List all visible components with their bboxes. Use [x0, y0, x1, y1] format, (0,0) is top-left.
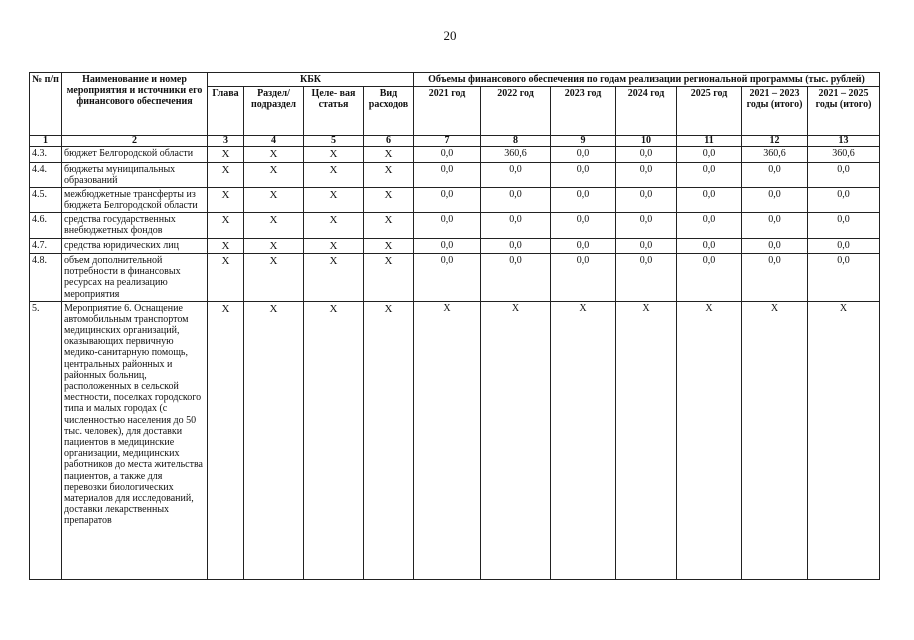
column-number: 5	[304, 136, 364, 147]
page-number: 20	[443, 28, 457, 43]
value-cell: 0,0	[808, 213, 880, 238]
value-cell: 0,0	[414, 213, 481, 238]
value-cell: 0,0	[677, 213, 742, 238]
column-number: 4	[244, 136, 304, 147]
kbk-cell: X	[364, 213, 414, 238]
column-number: 6	[364, 136, 414, 147]
kbk-cell: X	[304, 213, 364, 238]
value-cell: 0,0	[481, 238, 551, 253]
value-cell: 0,0	[616, 253, 677, 301]
value-cell: 0,0	[677, 238, 742, 253]
column-number: 2	[62, 136, 208, 147]
kbk-cell: X	[304, 162, 364, 187]
row-number: 4.6.	[30, 213, 62, 238]
header-kbk-group: КБК	[208, 73, 414, 87]
kbk-cell: X	[304, 301, 364, 579]
value-cell: 360,6	[742, 147, 808, 162]
value-cell: 0,0	[742, 213, 808, 238]
value-cell: X	[551, 301, 616, 579]
value-cell: X	[808, 301, 880, 579]
kbk-cell: X	[208, 213, 244, 238]
value-cell: 0,0	[677, 253, 742, 301]
column-number: 12	[742, 136, 808, 147]
table-row	[30, 238, 880, 253]
row-number: 5.	[30, 301, 62, 579]
kbk-cell: X	[364, 238, 414, 253]
value-cell: 0,0	[677, 147, 742, 162]
column-number: 8	[481, 136, 551, 147]
value-cell: 0,0	[808, 253, 880, 301]
value-cell: 0,0	[616, 162, 677, 187]
value-cell: X	[742, 301, 808, 579]
header-year-2024: 2024 год	[616, 87, 677, 136]
header-kbk-target-item: Целе- вая статья	[304, 87, 364, 136]
row-name: средства государственных внебюджетных фондов	[62, 213, 208, 238]
value-cell: X	[414, 301, 481, 579]
row-name: средства юридических лиц	[62, 238, 208, 253]
value-cell: 0,0	[551, 147, 616, 162]
kbk-cell: X	[244, 253, 304, 301]
column-number: 10	[616, 136, 677, 147]
kbk-cell: X	[364, 187, 414, 212]
row-number: 4.5.	[30, 187, 62, 212]
column-number: 11	[677, 136, 742, 147]
value-cell: X	[677, 301, 742, 579]
value-cell: 0,0	[616, 187, 677, 212]
header-col-num: № п/п	[30, 73, 62, 136]
kbk-cell: X	[244, 162, 304, 187]
value-cell: 0,0	[551, 238, 616, 253]
value-cell: 0,0	[481, 162, 551, 187]
kbk-cell: X	[364, 162, 414, 187]
table-row	[30, 301, 880, 579]
row-name: объем дополнительной потребности в финансовых ресурсах на реализацию мероприятия	[62, 253, 208, 301]
header-year-2023: 2023 год	[551, 87, 616, 136]
value-cell: 0,0	[742, 253, 808, 301]
row-number: 4.3.	[30, 147, 62, 162]
value-cell: 0,0	[414, 162, 481, 187]
table-row	[30, 253, 880, 301]
value-cell: 0,0	[481, 253, 551, 301]
value-cell: 0,0	[616, 238, 677, 253]
value-cell: 0,0	[808, 162, 880, 187]
value-cell: 0,0	[551, 253, 616, 301]
kbk-cell: X	[244, 213, 304, 238]
value-cell: 0,0	[742, 238, 808, 253]
kbk-cell: X	[208, 187, 244, 212]
row-name: межбюджетные трансферты из бюджета Белгородской области	[62, 187, 208, 212]
kbk-cell: X	[304, 147, 364, 162]
column-number: 1	[30, 136, 62, 147]
budget-table	[29, 72, 880, 580]
value-cell: 0,0	[808, 187, 880, 212]
row-name: бюджеты муниципальных образований	[62, 162, 208, 187]
value-cell: 0,0	[616, 213, 677, 238]
header-col-name: Наименование и номер мероприятия и источники его финансового обеспечения	[62, 73, 208, 136]
table-row	[30, 213, 880, 238]
kbk-cell: X	[208, 162, 244, 187]
header-kbk-expense-type: Вид расходов	[364, 87, 414, 136]
kbk-cell: X	[208, 253, 244, 301]
value-cell: 0,0	[551, 162, 616, 187]
value-cell: 0,0	[677, 187, 742, 212]
row-number: 4.8.	[30, 253, 62, 301]
value-cell: 0,0	[414, 253, 481, 301]
header-kbk-section: Раздел/ подраздел	[244, 87, 304, 136]
header-kbk-chapter: Глава	[208, 87, 244, 136]
value-cell: 0,0	[808, 238, 880, 253]
value-cell: 0,0	[481, 187, 551, 212]
value-cell: 360,6	[481, 147, 551, 162]
value-cell: 0,0	[742, 187, 808, 212]
kbk-cell: X	[244, 147, 304, 162]
table-row	[30, 147, 880, 162]
row-number: 4.4.	[30, 162, 62, 187]
kbk-cell: X	[304, 253, 364, 301]
kbk-cell: X	[304, 187, 364, 212]
column-number: 13	[808, 136, 880, 147]
kbk-cell: X	[244, 238, 304, 253]
row-name: бюджет Белгородской области	[62, 147, 208, 162]
value-cell: 0,0	[414, 147, 481, 162]
kbk-cell: X	[244, 187, 304, 212]
value-cell: 0,0	[616, 147, 677, 162]
row-name: Мероприятие 6. Оснащение автомобильным транспортом медицинских организаций, оказывающих первичную медико-санитарную помощь, центральных районных и районных больниц, расположенных в сельской местности, поселках городского типа и малых городах (с численностью населения до 50 тыс. человек), для доставки пациентов в медицинские организации, медицинских работников до места жительства пациентов, а также для перевозки биологических материалов для исследований, доставки лекарственных препаратов	[62, 301, 208, 579]
kbk-cell: X	[244, 301, 304, 579]
value-cell: 0,0	[414, 187, 481, 212]
value-cell: 0,0	[677, 162, 742, 187]
table-row	[30, 187, 880, 212]
value-cell: 0,0	[551, 187, 616, 212]
kbk-cell: X	[208, 238, 244, 253]
header-row-top	[30, 73, 880, 87]
kbk-cell: X	[364, 301, 414, 579]
header-total-2021-2023: 2021 – 2023 годы (итого)	[742, 87, 808, 136]
value-cell: 0,0	[742, 162, 808, 187]
value-cell: 0,0	[481, 213, 551, 238]
row-number: 4.7.	[30, 238, 62, 253]
column-number: 9	[551, 136, 616, 147]
column-number: 7	[414, 136, 481, 147]
header-year-2022: 2022 год	[481, 87, 551, 136]
table-row	[30, 162, 880, 187]
kbk-cell: X	[364, 253, 414, 301]
column-number-row	[30, 136, 880, 147]
value-cell: 360,6	[808, 147, 880, 162]
value-cell: 0,0	[414, 238, 481, 253]
header-year-2025: 2025 год	[677, 87, 742, 136]
kbk-cell: X	[208, 301, 244, 579]
kbk-cell: X	[304, 238, 364, 253]
value-cell: X	[481, 301, 551, 579]
header-total-2021-2025: 2021 – 2025 годы (итого)	[808, 87, 880, 136]
kbk-cell: X	[364, 147, 414, 162]
kbk-cell: X	[208, 147, 244, 162]
value-cell: X	[616, 301, 677, 579]
header-finance-group: Объемы финансового обеспечения по годам реализации региональной программы (тыс. рублей)	[414, 73, 880, 87]
column-number: 3	[208, 136, 244, 147]
value-cell: 0,0	[551, 213, 616, 238]
header-year-2021: 2021 год	[414, 87, 481, 136]
table-body	[30, 136, 880, 580]
